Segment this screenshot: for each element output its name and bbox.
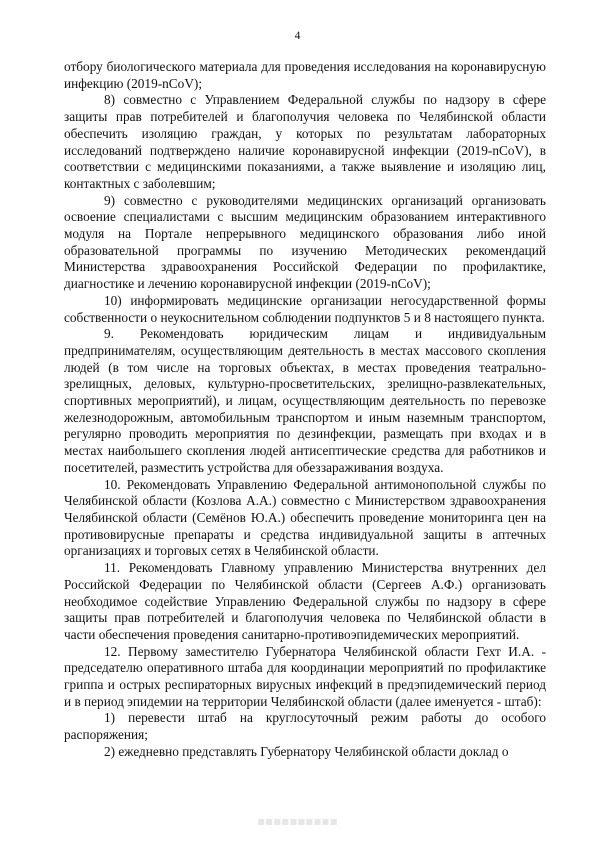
- paragraph-item-8: 8) совместно с Управлением Федеральной службы по надзору в сфере защиты прав потребителей и благополучия человека по Челябинской области обеспечить изоляцию граждан, у которых по результатам лабораторных исследований подтверждено наличие коронавирусной инфекции (2019-nCoV), в соответствии с медицинскими показаниями, а также выявление и изоляцию лиц, контактных с заболевшим;: [64, 92, 546, 191]
- document-body: [64, 59, 546, 761]
- paragraph-point-12: 12. Первому заместителю Губернатора Челябинской области Гехт И.А. - председателю оперативного штаба для координации мероприятий по профилактике гриппа и острых респираторных вирусных инфекций в предэпидемический период и в период эпидемии на территории Челябинской области (далее именуется - штаб):: [64, 643, 546, 709]
- paragraph-point-10: 10. Рекомендовать Управлению Федеральной антимонопольной службы по Челябинской области (Козлова А.А.) совместно с Министерством здравоохранения Челябинской области (Семёнов Ю.А.) обеспечить проведение мониторинга цен на противовирусные препараты и средства индивидуальной защиты в аптечных организациях и торговых сетях в Челябинской области.: [64, 476, 546, 559]
- paragraph-subitem-2: 2) ежедневно представлять Губернатору Челябинской области доклад о: [104, 743, 509, 759]
- paragraph-point-11: 11. Рекомендовать Главному управлению Министерства внутренних дел Российской Федерации по Челябинской области (Сергеев А.Ф.) организовать необходимое содействие Управлению Федеральной службы по надзору в сфере защиты прав потребителей и благополучия человека по Челябинской области в части обеспечения проведения санитарно-противоэпидемических мероприятий.: [64, 560, 546, 642]
- paragraph-item-9: 9) совместно с руководителями медицинских организаций организовать освоение специалистами с высшим медицинским образованием интерактивного модуля на Портале непрерывного медицинского образования либо иной образовательной программы по изучению Методических рекомендаций Министерства здравоохранения Российской Федерации по профилактике, диагностике и лечению коронавирусной инфекции (2019-nCoV);: [64, 192, 546, 292]
- paragraph-item-10: 10) информировать медицинские организации негосударственной формы собственности о неукоснительном соблюдении подпунктов 5 и 8 настоящего пункта.: [64, 292, 546, 325]
- paragraph-subitem-1: 1) перевести штаб на круглосуточный режим работы до особого распоряжения;: [64, 710, 546, 743]
- faint-watermark-stamp: ■■■■■■■■■■: [257, 817, 338, 826]
- page-number: 4: [294, 30, 301, 42]
- paragraph-continuation: отбору биологического материала для проведения исследования на коронавирусную инфекцию (2019-nCoV);: [64, 59, 546, 91]
- paragraph-point-9: 9. Рекомендовать юридическим лицам и индивидуальным предпринимателям, осуществляющим деятельность в местах массового скопления людей (в том числе на торговых объектах, в местах проведения театрально-зрелищных, деловых, культурно-просветительских, зрелищно-развлекательных, спортивных мероприятий), и лицам, осуществляющим деятельность по перевозке железнодорожным, автомобильным транспортом и иным наземным транспортом, регулярно проводить мероприятия по дезинфекции, размещать при входах и в местах наибольшего скопления людей антисептические средства для работников и посетителей, разместить устройства для обеззараживания воздуха.: [64, 326, 546, 475]
